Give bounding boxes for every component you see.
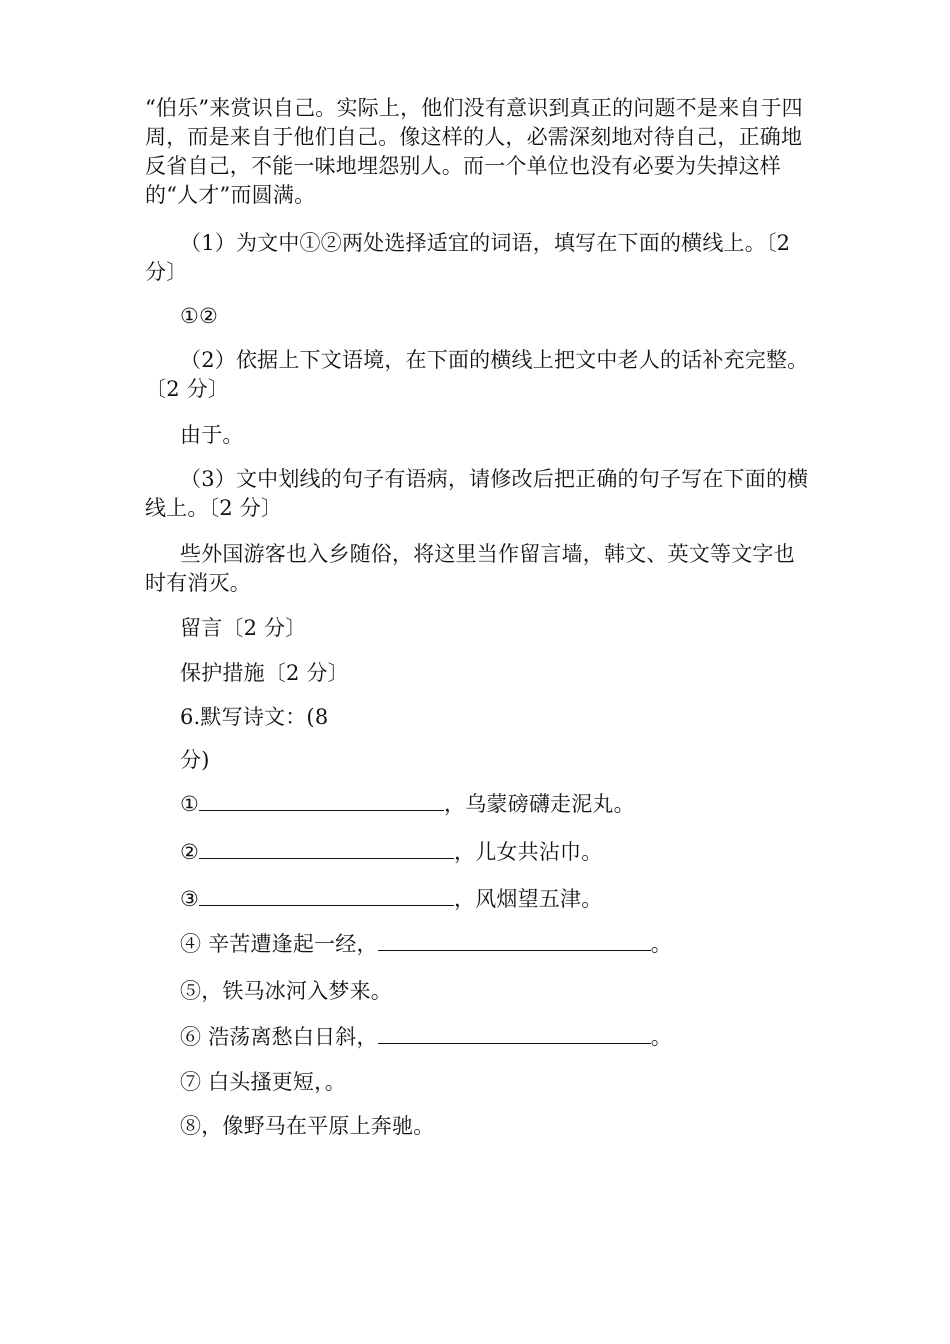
answer-blank[interactable] (378, 930, 651, 951)
question-1-answer: ①② (180, 304, 219, 328)
poem-prefix: ⑥ 浩荡离愁白日斜， (180, 1025, 378, 1049)
poem-prefix: ② (180, 840, 200, 864)
poem-line-4 (145, 930, 813, 959)
poem-prefix: ③ (180, 887, 200, 911)
poem-suffix: ，乌蒙磅礴走泥丸。 (444, 792, 635, 816)
poem-line-5: ⑤，铁马冰河入梦来。 (180, 979, 392, 1003)
poem-suffix: ，风烟望五津。 (454, 887, 603, 911)
poem-prefix: ① (180, 792, 200, 816)
poem-line-6 (145, 1023, 813, 1052)
poem-line-2 (145, 838, 813, 867)
poem-prefix: ④ 辛苦遭逢起一经， (180, 932, 378, 956)
answer-blank[interactable] (199, 838, 454, 859)
poem-suffix: ，儿女共沾巾。 (454, 840, 603, 864)
poem-suffix: 。 (650, 932, 672, 956)
poem-line-7: ⑦ 白头搔更短，。 (180, 1070, 346, 1094)
answer-blank[interactable] (199, 885, 454, 906)
question-1: （1）为文中①②两处选择适宜的词语，填写在下面的横线上。〔2 分〕 (145, 231, 791, 284)
poem-line-1 (145, 790, 813, 819)
poem-line-8: ⑧，像野马在平原上奔驰。 (180, 1114, 435, 1138)
answer-blank[interactable] (378, 1023, 651, 1044)
answer-blank[interactable] (199, 790, 444, 811)
question-2: （2）依据上下文语境，在下面的横线上把文中老人的话补充完整。〔2 分〕 (145, 348, 809, 401)
question-3-sentence: 些外国游客也入乡随俗，将这里当作留言墙，韩文、英文等文字也时有消灭。 (145, 542, 795, 595)
liuyan-item: 留言〔2 分〕 (180, 616, 307, 640)
question-2-answer: 由于。 (180, 423, 244, 447)
passage-paragraph: “伯乐”来赏识自己。实际上，他们没有意识到真正的问题不是来自于四周，而是来自于他们自己。像这样的人，必需深刻地对待自己，正确地反省自己，不能一味地埋怨别人。而一个单位也没有必要为失掉这样的“人才”而圆满。 (145, 96, 803, 207)
question-6-title: 6.默写诗文：(8 (180, 705, 329, 729)
baohu-item: 保护措施〔2 分〕 (180, 661, 349, 685)
poem-suffix: 。 (650, 1025, 672, 1049)
question-6-title-cont: 分) (180, 748, 210, 772)
poem-line-3 (145, 885, 813, 914)
question-3: （3）文中划线的句子有语病，请修改后把正确的句子写在下面的横线上。〔2 分〕 (145, 467, 809, 520)
